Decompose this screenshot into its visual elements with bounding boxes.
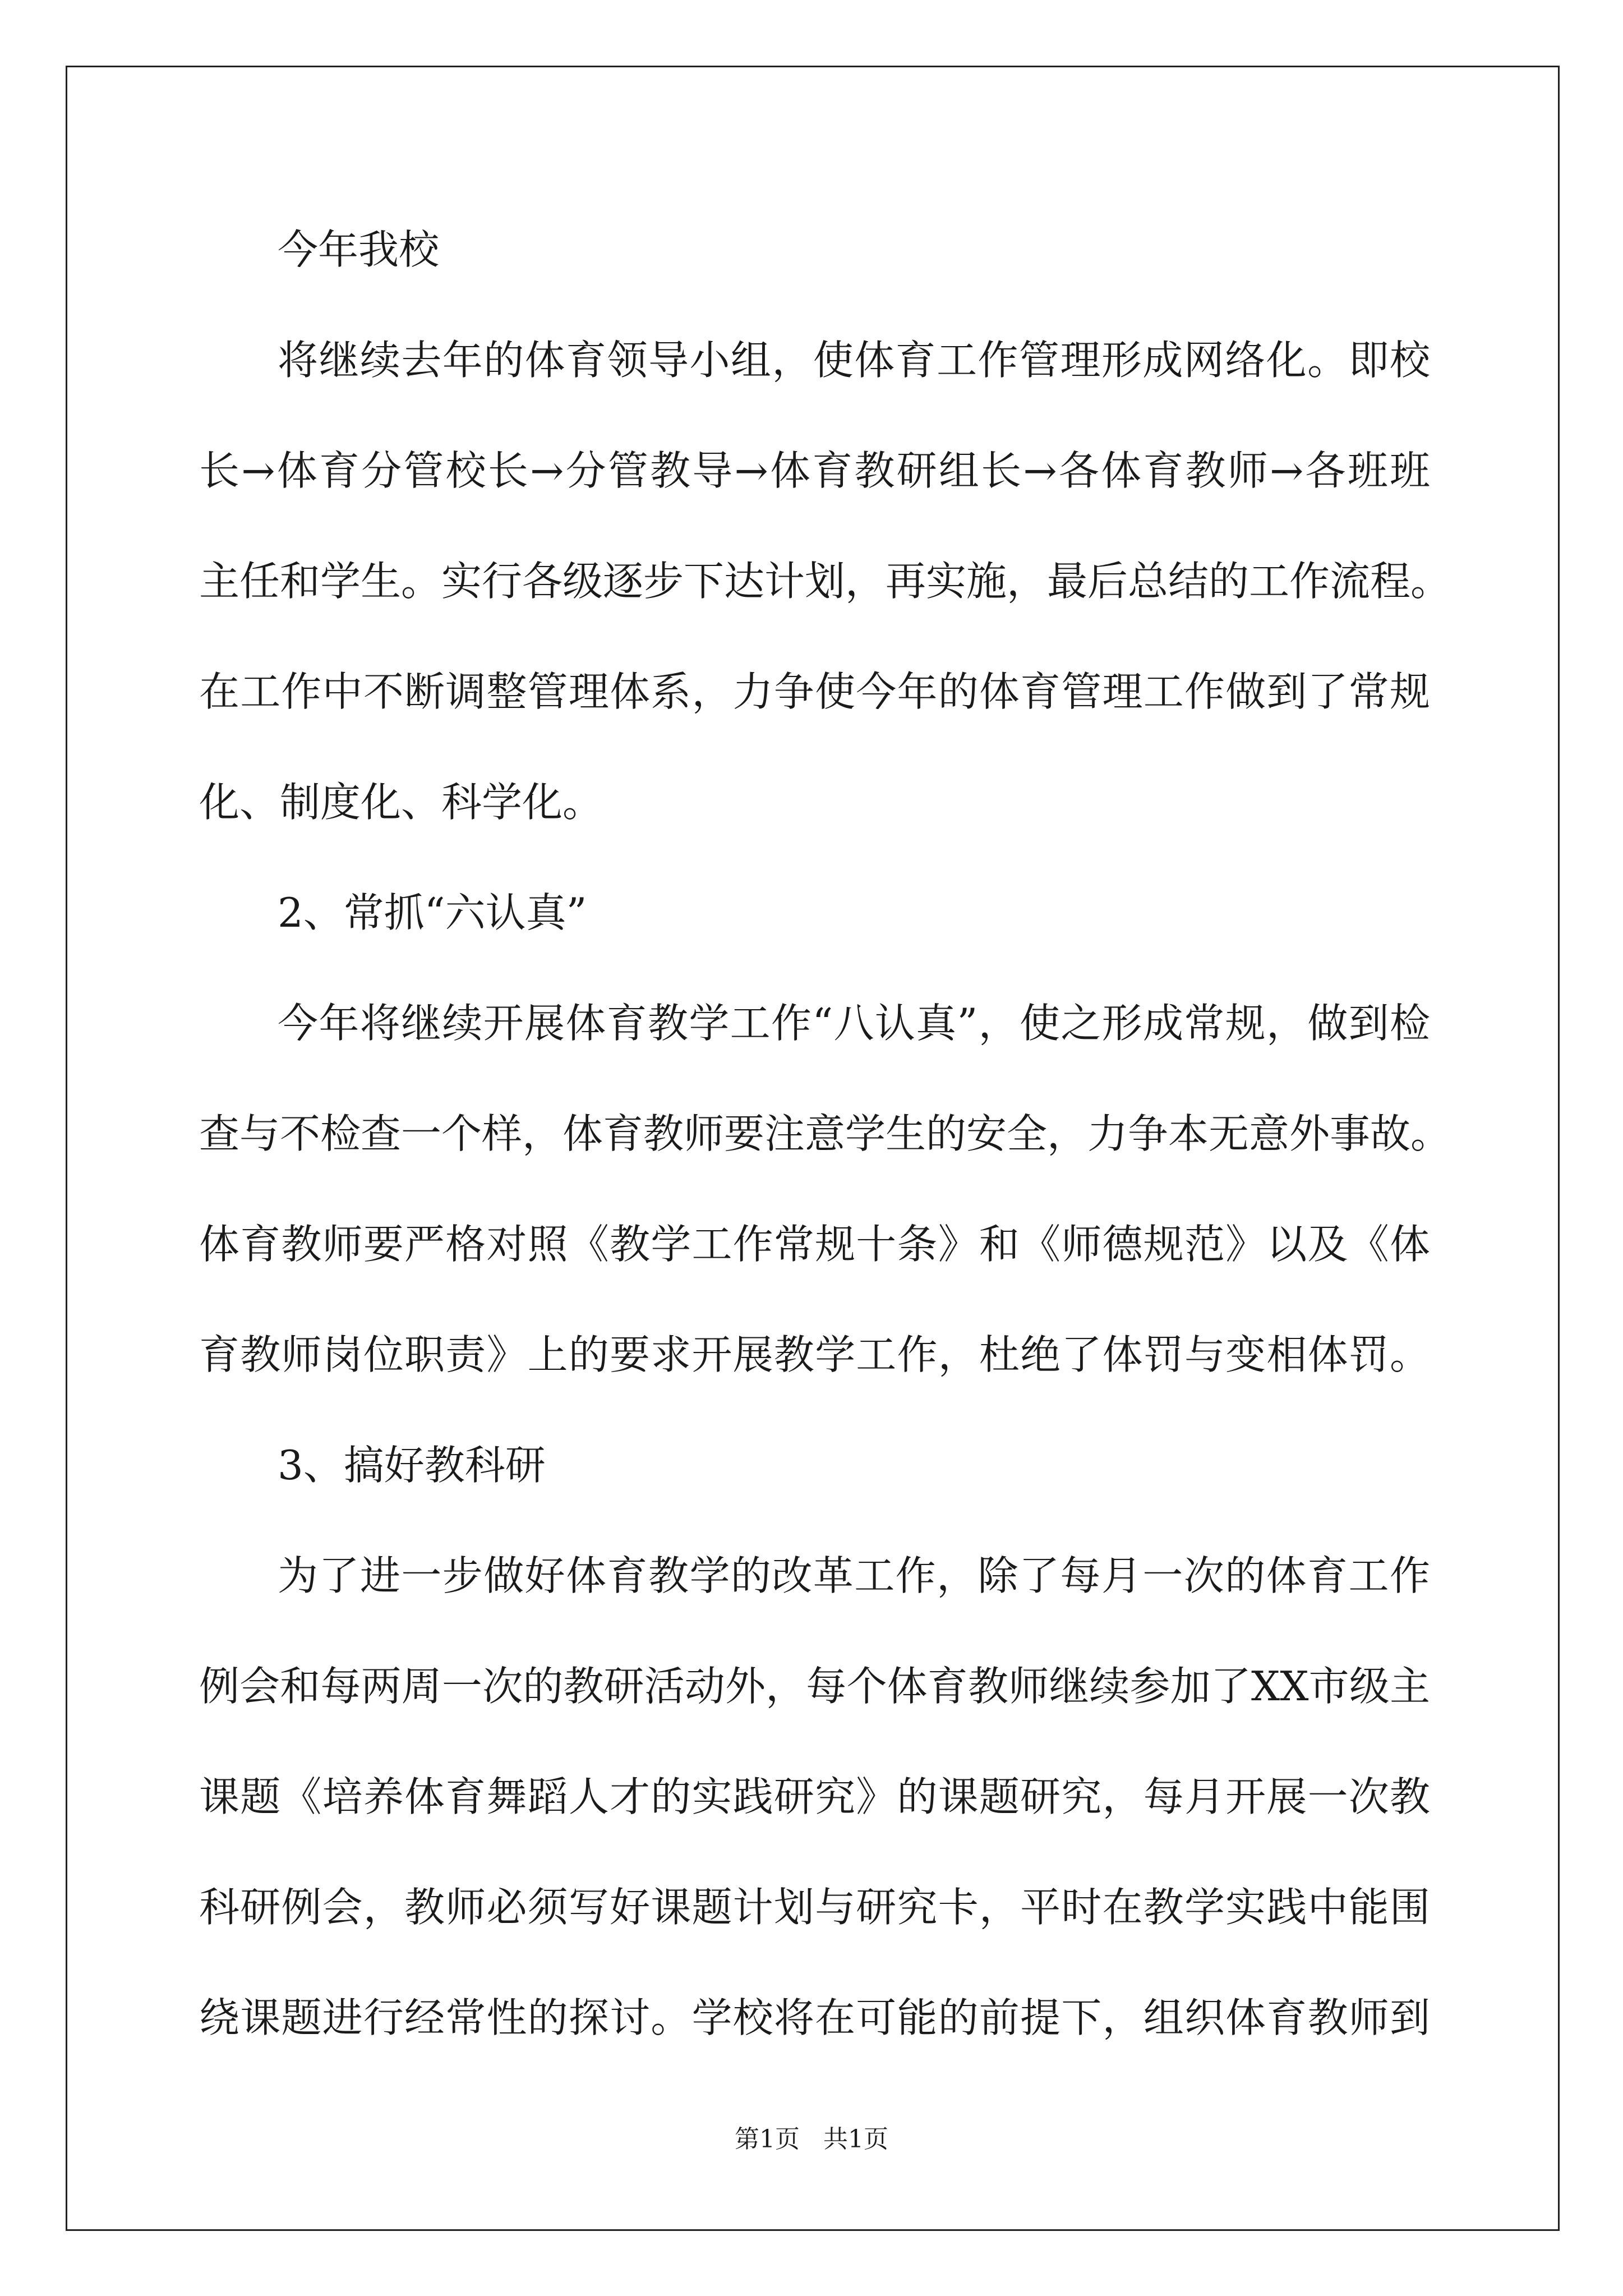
- paragraph-line: 主任和学生。实行各级逐步下达计划，再实施，最后总结的工作流程。: [199, 558, 1451, 605]
- section-heading: 3、搞好教科研: [278, 1442, 546, 1489]
- paragraph-line: 今年将继续开展体育教学工作“八认真”，使之形成常规，做到检: [278, 1000, 1430, 1047]
- paragraph-line: 体育教师要严格对照《教学工作常规十条》和《师德规范》以及《体: [199, 1221, 1430, 1268]
- section-heading: 2、常抓“六认真”: [278, 889, 587, 936]
- paragraph-line: 绕课题进行经常性的探讨。学校将在可能的前提下，组织体育教师到: [199, 1994, 1430, 2041]
- paragraph-line: 课题《培养体育舞蹈人才的实践研究》的课题研究，每月开展一次教: [199, 1773, 1430, 1820]
- paragraph-line: 查与不检查一个样，体育教师要注意学生的安全，力争本无意外事故。: [199, 1110, 1451, 1157]
- paragraph-line: 将继续去年的体育领导小组，使体育工作管理形成网络化。即校: [278, 337, 1430, 384]
- paragraph-line: 育教师岗位职责》上的要求开展教学工作，杜绝了体罚与变相体罚。: [199, 1331, 1430, 1378]
- paragraph-line: 长→体育分管校长→分管教导→体育教研组长→各体育教师→各班班: [199, 447, 1430, 494]
- paragraph-line: 为了进一步做好体育教学的改革工作，除了每月一次的体育工作: [278, 1552, 1430, 1599]
- paragraph-line: 在工作中不断调整管理体系，力争使今年的体育管理工作做到了常规: [199, 668, 1430, 715]
- paragraph-line: 科研例会，教师必须写好课题计划与研究卡，平时在教学实践中能围: [199, 1884, 1430, 1931]
- paragraph-line: 化、制度化、科学化。: [199, 779, 603, 826]
- paragraph-line: 例会和每两周一次的教研活动外，每个体育教师继续参加了XX市级主: [199, 1663, 1430, 1710]
- page-footer: 第1页 共1页: [735, 2125, 888, 2154]
- paragraph-line: 今年我校: [278, 226, 440, 273]
